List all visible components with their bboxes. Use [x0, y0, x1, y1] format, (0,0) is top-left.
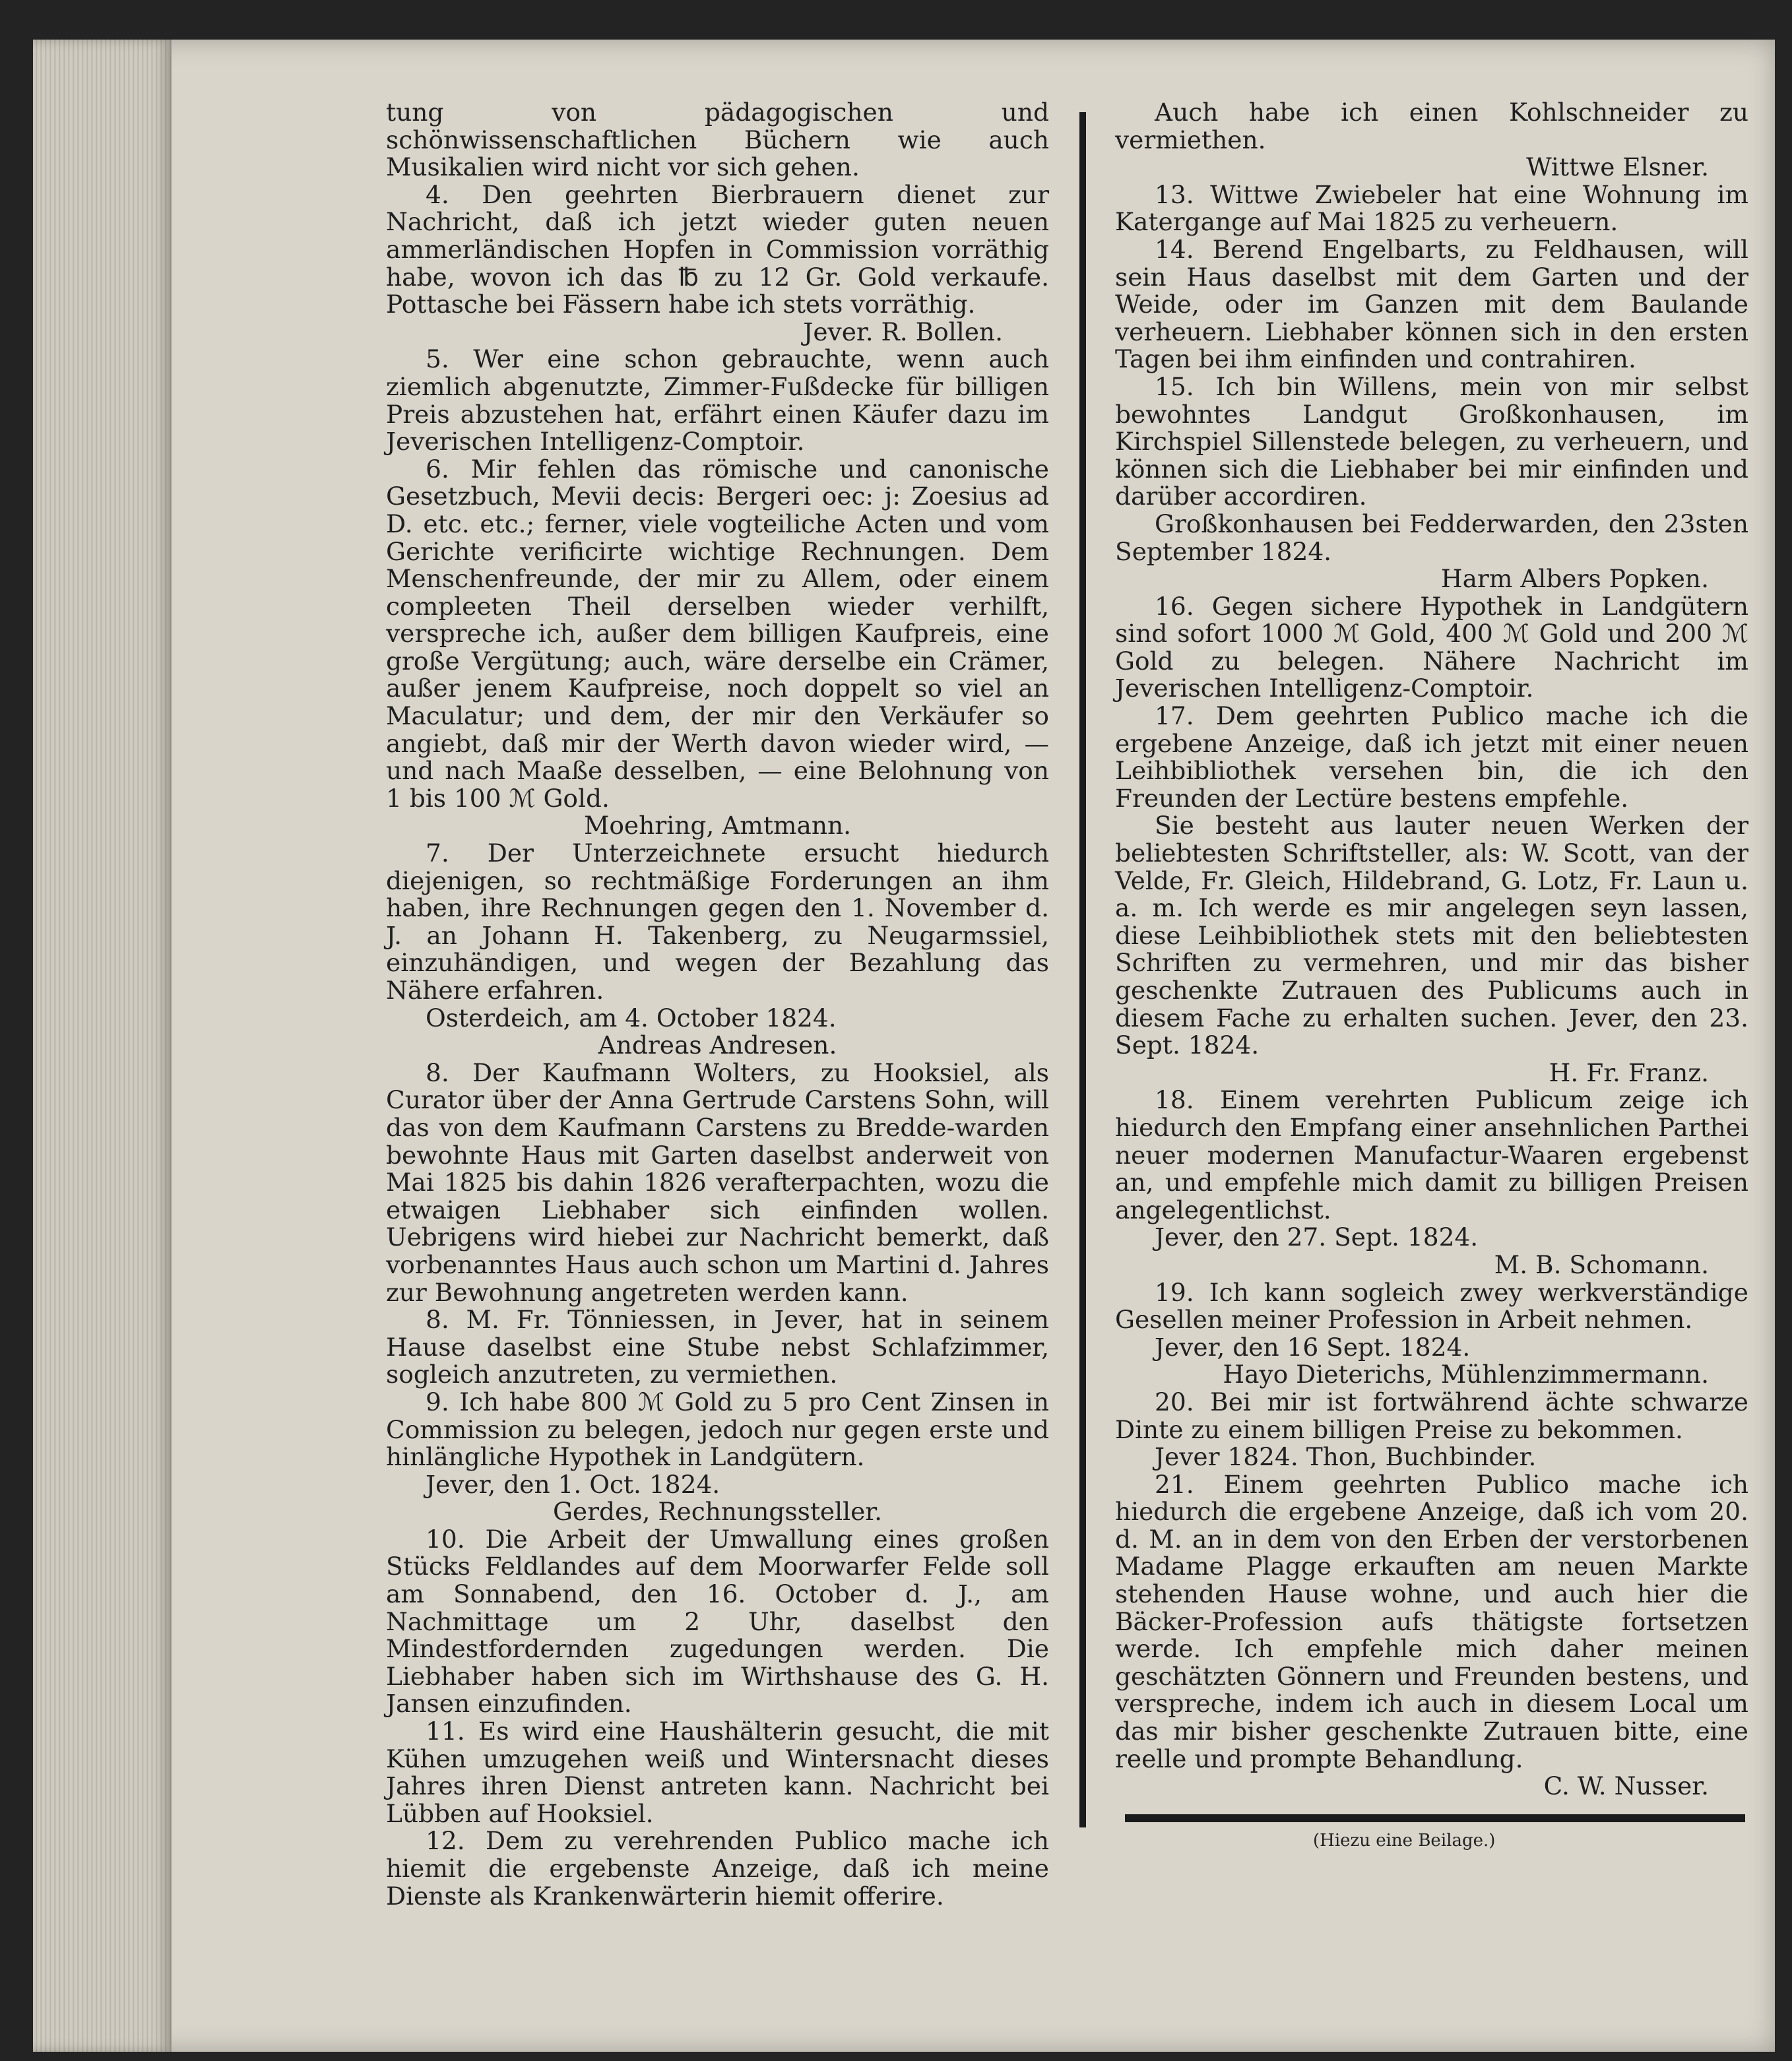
right-text-16: Hayo Dieterichs, Mühlenzimmermann. [1223, 1360, 1709, 1389]
left-text-0: tung von pädagogischen und schönwissenschaftlichen Büchern wie auch Musikalien wird nicht vor sich gehen. [386, 98, 1049, 182]
left-text-3: 5. Wer eine schon gebrauchte, wenn auch ziemlich abgenutzte, Zimmer-Fußdecke für billigen Preis abzustehen hat, erfährt einen Käufer dazu im Jeverischen Intelligenz-Comptoir. [386, 344, 1049, 457]
right-text-5: Großkonhausen bei Fedderwarden, den 23sten September 1824. [1115, 509, 1748, 566]
right-text-4: 15. Ich bin Willens, mein von mir selbst bewohntes Landgut Großkonhausen, im Kirchspiel Sillenstede belegen, zu verheuern, und können sich die Liebhaber bei mir einfinden und darüber accordiren. [1115, 371, 1748, 511]
right-text-7: 16. Gegen sichere Hypothek in Landgütern sind sofort 1000 ℳ Gold, 400 ℳ Gold und 200 ℳ Gold zu belegen. Nähere Nachricht im Jeverischen Intelligenz-Comptoir. [1115, 591, 1748, 703]
right-text-17: 20. Bei mir ist fortwährend ächte schwarze Dinte zu einem billigen Preise zu bekommen. [1115, 1387, 1748, 1444]
left-text-11: 9. Ich habe 800 ℳ Gold zu 5 pro Cent Zinsen in Commission zu belegen, jedoch nur gegen erste und hinlängliche Hypothek in Landgütern. [386, 1387, 1049, 1472]
right-text-9: Sie besteht aus lauter neuen Werken der beliebtesten Schriftsteller, als: W. Scott, van der Velde, Fr. Gleich, Hildebrand, G. Lotz, Fr. Laun u. a. m. Ich werde es mir angelegen seyn lassen, diese Leihbibliothek stets mit den beliebtesten Schriften zu vermehren, und mir das bisher geschenkte Zutrauen des Publicums auch in diesem Fache zu erhalten suchen. Jever, den 23. Sept. 1824. [1115, 811, 1748, 1060]
right-text-6: Harm Albers Popken. [1440, 564, 1709, 594]
right-text-12: Jever, den 27. Sept. 1824. [1155, 1222, 1479, 1252]
left-text-14: 10. Die Arbeit der Umwallung eines großen Stücks Feldlandes auf dem Moorwarfer Felde soll am Sonnabend, den 16. October d. J., am Nachmittage um 2 Uhr, daselbst den Mindestfordernden zugedungen werden. Die Liebhaber haben sich im Wirthshause des G. H. Jansen einzufinden. [386, 1524, 1049, 1719]
right-text-20: C. W. Nusser. [1543, 1771, 1709, 1801]
column-divider [1079, 112, 1086, 1827]
right-text-3: 14. Berend Engelbarts, zu Feldhausen, will sein Haus daselbst mit dem Garten und der Weide, oder im Ganzen mit dem Baulande verheuern. Liebhaber können sich in den ersten Tagen bei ihm einfinden und contrahiren. [1115, 234, 1748, 374]
right-column [1115, 99, 1748, 1800]
right-text-8: 17. Dem geehrten Publico mache ich die ergebene Anzeige, daß ich jetzt mit einer neuen Leihbibliothek versehen bin, die ich den Freunden der Lectüre bestens empfehle. [1115, 701, 1748, 813]
right-text-11: 18. Einem verehrten Publicum zeige ich hiedurch den Empfang einer ansehnlichen Parthei neuer modernen Manufactur-Waaren ergebenst an, und empfehle mich damit zu billigen Preisen angelegentlichst. [1115, 1085, 1748, 1224]
book-page-edges [33, 40, 172, 2052]
right-text-14: 19. Ich kann sogleich zwey werkverständige Gesellen meiner Profession in Arbeit nehmen. [1115, 1277, 1748, 1335]
closing-rule [1125, 1814, 1745, 1822]
left-text-12: Jever, den 1. Oct. 1824. [426, 1469, 720, 1499]
right-text-19: 21. Einem geehrten Publico mache ich hiedurch die ergebene Anzeige, daß ich vom 20. d. M. an in dem von den Erben der verstorbenen Madame Plagge erkauften am neuen Markte stehenden Hause wohne, und auch hier die Bäcker-Profession aufs thätigste fortsetzen werde. Ich empfehle mich daher meinen geschätzten Gönnern und Freunden bestens, und verspreche, indem ich auch in diesem Local um das mir bisher geschenkte Zutrauen bitte, eine reelle und prompte Behandlung. [1115, 1469, 1748, 1773]
left-text-16: 12. Dem zu verehrenden Publico mache ich hiemit die ergebenste Anzeige, daß ich meine Dienste als Krankenwärterin hiemit offerire. [386, 1826, 1049, 1911]
left-text-10: 8. M. Fr. Tönniessen, in Jever, hat in seinem Hause daselbst eine Stube nebst Schlafzimmer, sogleich anzutreten, zu vermiethen. [386, 1305, 1049, 1389]
right-text-1: Wittwe Elsner. [1526, 152, 1709, 182]
right-text-15: Jever, den 16 Sept. 1824. [1155, 1332, 1471, 1362]
left-text-6: 7. Der Unterzeichnete ersucht hiedurch diejenigen, so rechtmäßige Forderungen an ihm haben, ihre Rechnungen gegen den 1. November d. J. an Johann H. Takenberg, zu Neugarmssiel, einzuhändigen, und wegen der Bezahlung das Nähere erfahren. [386, 839, 1049, 1005]
right-text-10: H. Fr. Franz. [1549, 1058, 1709, 1087]
left-text-7: Osterdeich, am 4. October 1824. [426, 1003, 837, 1032]
left-text-2: Jever. R. Bollen. [803, 317, 1003, 346]
right-text-0: Auch habe ich einen Kohlschneider zu vermiethen. [1115, 98, 1748, 154]
left-text-8: Andreas Andresen. [598, 1030, 837, 1060]
right-text-2: 13. Wittwe Zwiebeler hat eine Wohnung im Katergange auf Mai 1825 zu verheuern. [1115, 179, 1748, 237]
right-text-13: M. B. Schomann. [1494, 1250, 1709, 1279]
left-text-15: 11. Es wird eine Haushälterin gesucht, die mit Kühen umzugehen weiß und Wintersnacht dieses Jahres ihren Dienst antreten kann. Nachricht bei Lübben auf Hooksiel. [386, 1717, 1049, 1828]
left-text-5: Moehring, Amtmann. [583, 811, 852, 840]
left-text-1: 4. Den geehrten Bierbrauern dienet zur Nachricht, daß ich jetzt wieder guten neuen ammerländischen Hopfen in Commission vorräthig habe, wovon ich das ℔ zu 12 Gr. Gold verkaufe. Pottasche bei Fässern habe ich stets vorräthig. [386, 179, 1049, 319]
right-text-18: Jever 1824. Thon, Buchbinder. [1155, 1442, 1537, 1472]
footer-note: (Hiezu eine Beilage.) [1313, 1831, 1496, 1851]
left-column [386, 99, 1049, 1910]
left-text-9: 8. Der Kaufmann Wolters, zu Hooksiel, als Curator über der Anna Gertrude Carstens Sohn, will das von dem Kaufmann Carstens zu Bredde-warden bewohnte Haus mit Garten daselbst anderweit von Mai 1825 bis dahin 1826 verafterpachten, wozu die etwaigen Liebhaber sich einfinden wollen. Uebrigens wird hiebei zur Nachricht bemerkt, daß vorbenanntes Haus auch schon um Martini d. Jahres zur Bewohnung angetreten werden kann. [386, 1058, 1049, 1307]
left-text-4: 6. Mir fehlen das römische und canonische Gesetzbuch, Mevii decis: Bergeri oec: j: Zoesius ad D. etc. etc.; ferner, viele vogteiliche Acten und vom Gerichte verificirte wichtige Rechnungen. Dem Menschenfreunde, der mir zu Allem, oder einem compleeten Theil derselben wieder verhilft, verspreche ich, außer dem billigen Kaufpreis, eine große Vergütung; auch, wäre derselbe ein Crämer, außer jenem Kaufpreise, noch doppelt so viel an Maculatur; und dem, der mir den Verkäufer so angiebt, daß mir der Werth davon wieder wird, — und nach Maaße desselben, — eine Belohnung von 1 bis 100 ℳ Gold. [386, 454, 1049, 813]
left-text-13: Gerdes, Rechnungssteller. [552, 1497, 883, 1527]
